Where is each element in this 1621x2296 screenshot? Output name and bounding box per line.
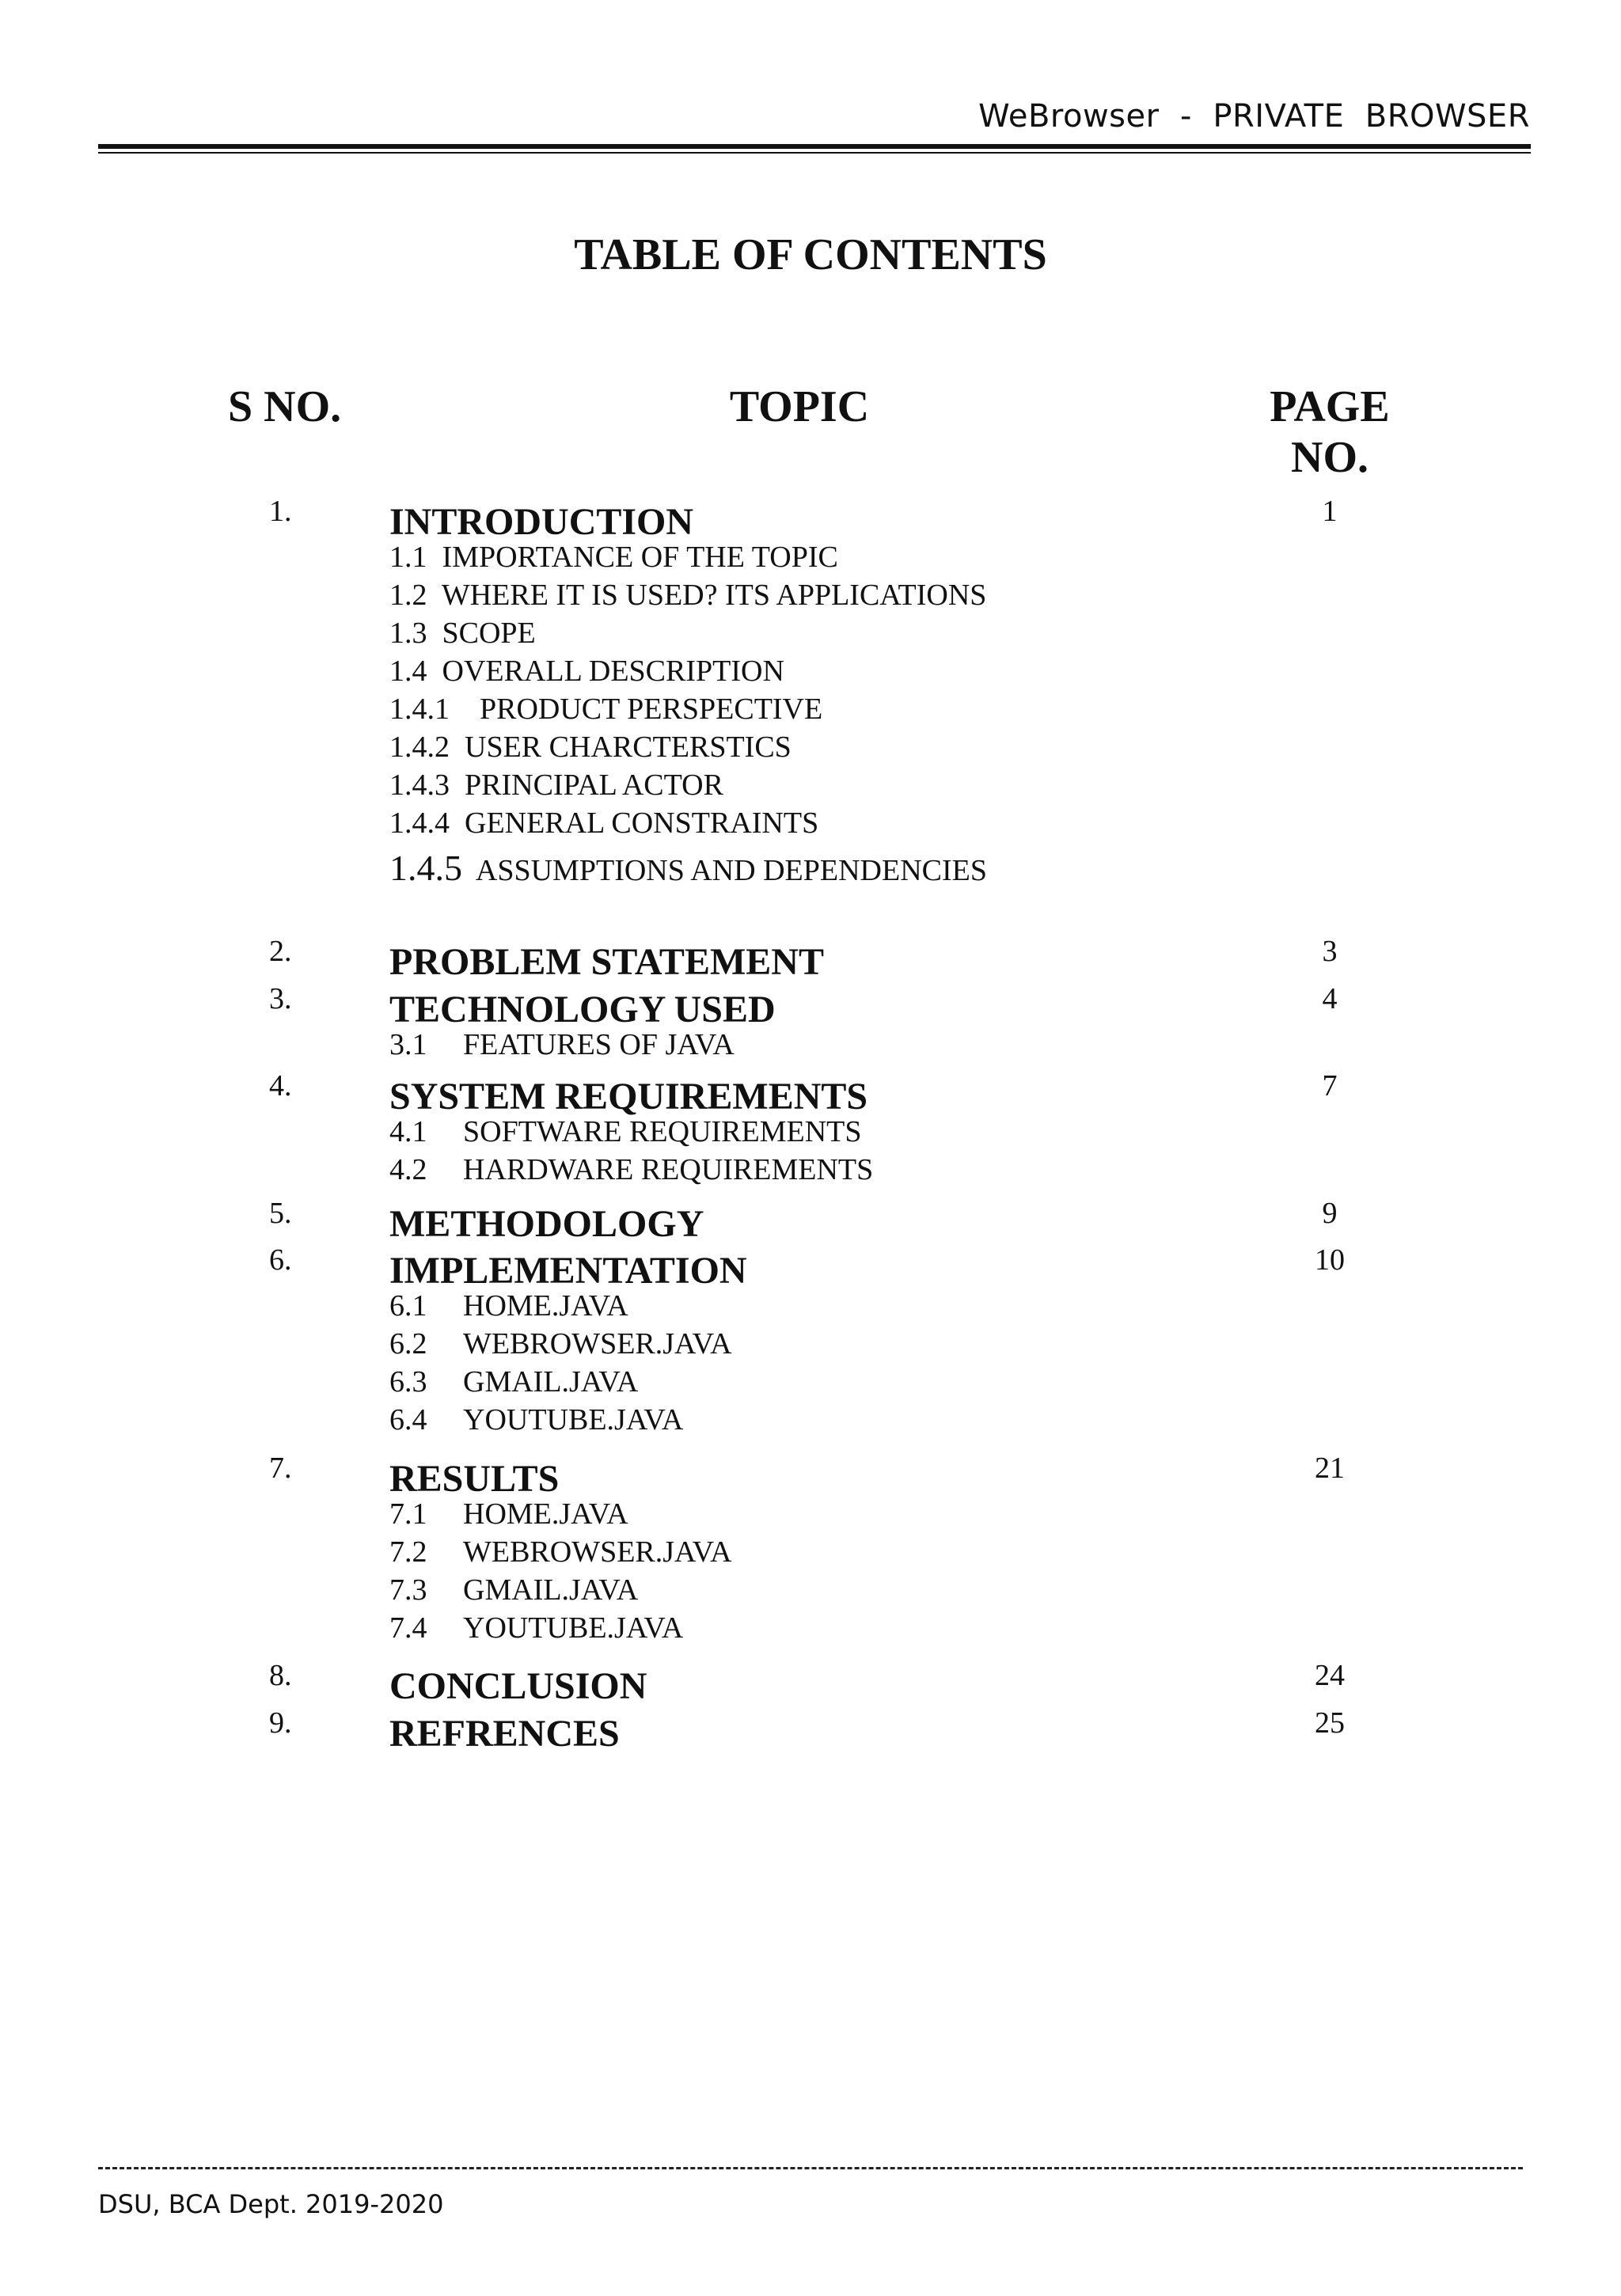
toc-subentry-text: HOME.JAVA bbox=[463, 1289, 628, 1323]
toc-subentry-text: GENERAL CONSTRAINTS bbox=[465, 806, 819, 840]
toc-subentry-spacer bbox=[462, 854, 476, 887]
toc-subentry bbox=[389, 1402, 683, 1437]
toc-title: TABLE OF CONTENTS bbox=[574, 230, 1047, 279]
toc-entry-number: 5. bbox=[269, 1197, 292, 1230]
toc-subentry-number: 1.4.3 bbox=[389, 768, 450, 802]
toc-subentry bbox=[389, 1364, 638, 1399]
toc-subentry-text: FEATURES OF JAVA bbox=[463, 1028, 735, 1061]
toc-subentry-number: 1.4.1 bbox=[389, 693, 450, 726]
toc-entry-page: 9 bbox=[1322, 1197, 1338, 1230]
toc-subentry bbox=[389, 1611, 683, 1645]
toc-subentry-number: 7.3 bbox=[389, 1573, 427, 1607]
toc-subentry-text: OVERALL DESCRIPTION bbox=[442, 655, 784, 688]
toc-subentry bbox=[389, 768, 723, 803]
toc-subentry-text: YOUTUBE.JAVA bbox=[463, 1403, 684, 1436]
toc-entry-number: 2. bbox=[269, 935, 292, 968]
toc-subentry bbox=[389, 1288, 628, 1323]
toc-subentry-number: 1.1 bbox=[389, 541, 427, 574]
toc-subentry bbox=[389, 1573, 638, 1607]
toc-entry-page: 1 bbox=[1322, 495, 1338, 528]
toc-entry-page: 24 bbox=[1315, 1659, 1345, 1692]
toc-subentry-number: 1.4.2 bbox=[389, 731, 450, 764]
toc-subentry-text: SOFTWARE REQUIREMENTS bbox=[463, 1115, 862, 1148]
toc-subentry bbox=[389, 1027, 735, 1062]
toc-entry-topic: INTRODUCTION bbox=[389, 501, 694, 543]
toc-subentry-text: GMAIL.JAVA bbox=[463, 1365, 639, 1398]
toc-subentry-text: GMAIL.JAVA bbox=[463, 1573, 639, 1607]
toc-subentry-number: 6.2 bbox=[389, 1327, 427, 1361]
toc-subentry-spacer bbox=[427, 655, 442, 688]
toc-entry-number: 6. bbox=[269, 1243, 292, 1277]
toc-entry-page: 25 bbox=[1315, 1706, 1345, 1740]
toc-entry-topic: REFRENCES bbox=[389, 1713, 620, 1755]
toc-subentry-text: PRINCIPAL ACTOR bbox=[465, 768, 723, 802]
toc-subentry bbox=[389, 1114, 862, 1149]
toc-entry-page: 7 bbox=[1322, 1069, 1338, 1102]
toc-subentry-text: WEBROWSER.JAVA bbox=[463, 1535, 732, 1569]
toc-subentry-text: WHERE IT IS USED? ITS APPLICATIONS bbox=[441, 579, 987, 612]
toc-subentry-spacer bbox=[450, 731, 465, 764]
toc-subentry-spacer bbox=[450, 768, 465, 802]
toc-subentry bbox=[389, 654, 784, 689]
toc-subentry bbox=[389, 730, 792, 765]
toc-subentry-text: USER CHARCTERSTICS bbox=[465, 731, 792, 764]
toc-subentry-text: WEBROWSER.JAVA bbox=[463, 1327, 732, 1361]
toc-subentry-number: 3.1 bbox=[389, 1028, 427, 1061]
toc-entry-number: 4. bbox=[269, 1069, 292, 1102]
toc-subentry bbox=[389, 1535, 732, 1569]
toc-entry-topic: CONCLUSION bbox=[389, 1665, 647, 1707]
toc-subentry-text: ASSUMPTIONS AND DEPENDENCIES bbox=[475, 854, 987, 887]
toc-entry-page: 3 bbox=[1322, 935, 1338, 968]
toc-subentry-number: 7.1 bbox=[389, 1497, 427, 1531]
toc-subentry bbox=[389, 1152, 873, 1187]
toc-entry-page: 21 bbox=[1315, 1452, 1345, 1485]
toc-subentry-number: 7.4 bbox=[389, 1611, 427, 1645]
toc-subentry bbox=[389, 806, 818, 841]
toc-subentry-number: 1.3 bbox=[389, 617, 427, 650]
toc-subentry-text: PRODUCT PERSPECTIVE bbox=[480, 693, 823, 726]
toc-entry-number: 8. bbox=[269, 1659, 292, 1692]
toc-subentry-number: 6.3 bbox=[389, 1365, 427, 1398]
column-header-topic: TOPIC bbox=[729, 382, 870, 431]
toc-subentry-text: IMPORTANCE OF THE TOPIC bbox=[442, 541, 838, 574]
toc-subentry-number: 1.2 bbox=[389, 579, 427, 612]
toc-subentry-spacer bbox=[450, 806, 465, 840]
toc-subentry bbox=[389, 616, 536, 651]
toc-entry-topic: METHODOLOGY bbox=[389, 1203, 704, 1245]
toc-subentry-number: 1.4.4 bbox=[389, 806, 450, 840]
column-header-sno: S NO. bbox=[228, 382, 342, 431]
footer-text: DSU, BCA Dept. 2019-2020 bbox=[98, 2189, 444, 2219]
toc-entry-topic: SYSTEM REQUIREMENTS bbox=[389, 1076, 868, 1118]
toc-subentry bbox=[389, 540, 838, 575]
toc-subentry bbox=[389, 1326, 732, 1361]
toc-subentry-text: HOME.JAVA bbox=[463, 1497, 628, 1531]
toc-subentry-number: 6.4 bbox=[389, 1403, 427, 1436]
toc-subentry-number: 4.1 bbox=[389, 1115, 427, 1148]
column-header-page-line2: NO. bbox=[1291, 433, 1369, 482]
toc-subentry bbox=[389, 692, 822, 727]
running-header: WeBrowser - PRIVATE BROWSER bbox=[978, 98, 1530, 135]
toc-subentry-spacer bbox=[427, 617, 442, 650]
toc-subentry-spacer bbox=[427, 579, 442, 612]
toc-entry-page: 10 bbox=[1315, 1243, 1345, 1277]
toc-subentry-text: HARDWARE REQUIREMENTS bbox=[463, 1153, 874, 1186]
toc-entry-topic: RESULTS bbox=[389, 1458, 560, 1500]
toc-subentry-text: YOUTUBE.JAVA bbox=[463, 1611, 684, 1645]
toc-entry-number: 1. bbox=[269, 495, 292, 528]
footer-rule bbox=[98, 2167, 1523, 2169]
toc-subentry bbox=[389, 847, 987, 889]
toc-subentry-spacer bbox=[450, 693, 480, 726]
toc-subentry-text: SCOPE bbox=[442, 617, 536, 650]
toc-subentry-number: 1.4 bbox=[389, 655, 427, 688]
toc-entry-number: 3. bbox=[269, 982, 292, 1015]
toc-subentry-number: 1.4.5 bbox=[389, 848, 462, 888]
toc-subentry-spacer bbox=[427, 541, 442, 574]
toc-subentry-number: 4.2 bbox=[389, 1153, 427, 1186]
column-header-page-line1: PAGE bbox=[1270, 382, 1390, 431]
toc-subentry bbox=[389, 1497, 628, 1531]
toc-subentry-number: 6.1 bbox=[389, 1289, 427, 1323]
toc-subentry-number: 7.2 bbox=[389, 1535, 427, 1569]
toc-entry-page: 4 bbox=[1322, 982, 1338, 1015]
toc-entry-topic: TECHNOLOGY USED bbox=[389, 989, 776, 1030]
toc-entry-number: 9. bbox=[269, 1706, 292, 1740]
toc-entry-topic: PROBLEM STATEMENT bbox=[389, 941, 824, 983]
toc-entry-topic: IMPLEMENTATION bbox=[389, 1250, 747, 1292]
toc-subentry bbox=[389, 578, 986, 613]
toc-entry-number: 7. bbox=[269, 1452, 292, 1485]
